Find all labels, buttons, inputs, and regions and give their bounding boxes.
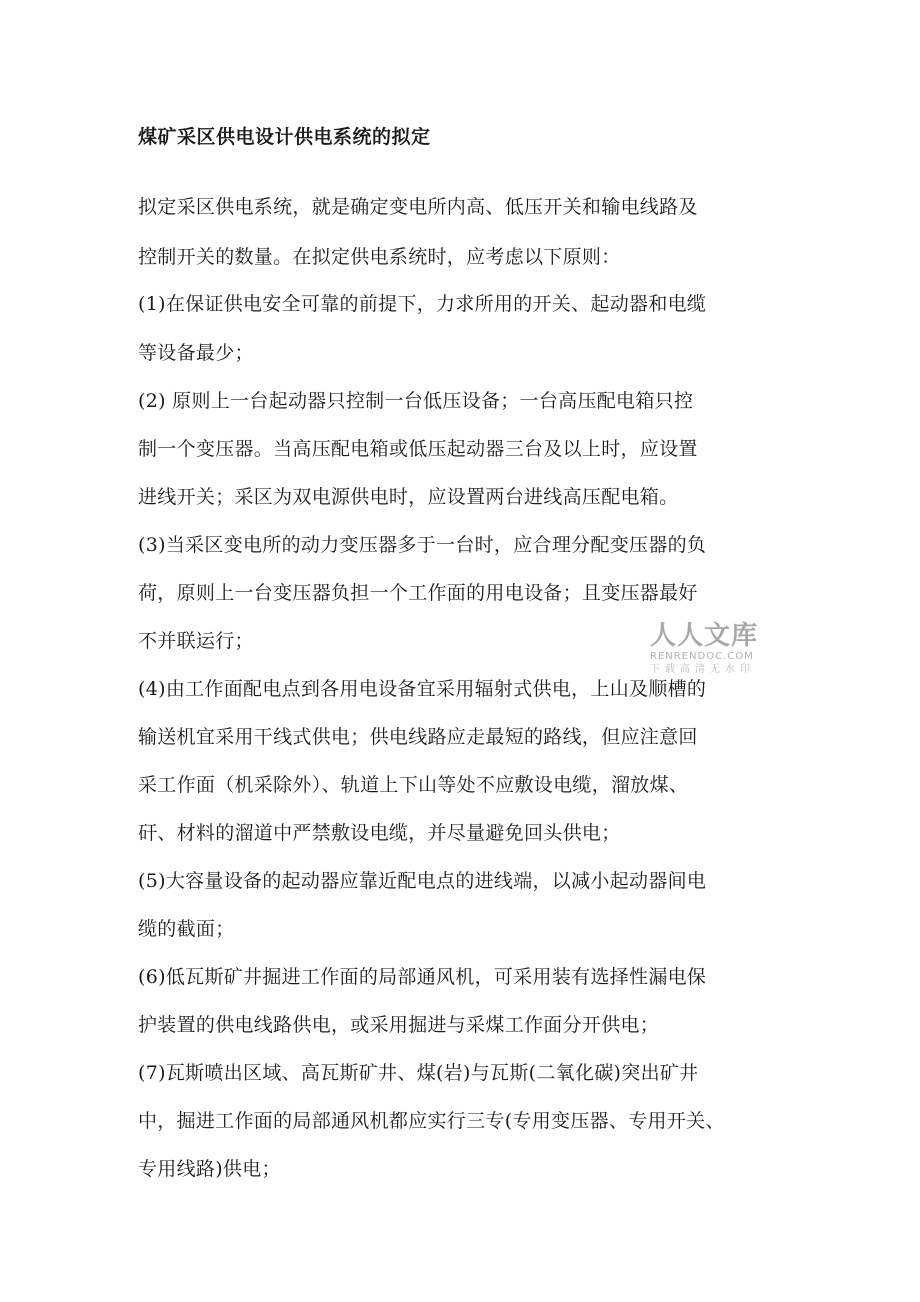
paragraph-line: 矸、材料的溜道中严禁敷设电缆，并尽量避免回头供电；	[138, 822, 621, 844]
paragraph-line: 不并联运行；	[138, 630, 254, 652]
paragraph-line: 缆的截面；	[138, 918, 235, 940]
paragraph-line: 专用线路)供电；	[138, 1158, 281, 1180]
paragraph-line: 中，掘进工作面的局部通风机都应实行三专(专用变压器、专用开关、	[138, 1110, 725, 1132]
paragraph-line: 等设备最少；	[138, 342, 254, 364]
paragraph-line: (5)大容量设备的起动器应靠近配电点的进线端，以减小起动器间电	[138, 870, 707, 892]
paragraph-line: (1)在保证供电安全可靠的前提下，力求所用的开关、起动器和电缆	[138, 293, 707, 315]
paragraph-line: 荷，原则上一台变压器负担一个工作面的用电设备；且变压器最好	[138, 582, 698, 604]
watermark-slogan: 下载高清无水印	[650, 664, 755, 675]
paragraph-line: 采工作面（机采除外）、轨道上下山等处不应敷设电缆，溜放煤、	[138, 774, 689, 796]
paragraph-line: (3)当采区变电所的动力变压器多于一台时，应合理分配变压器的负	[138, 534, 707, 556]
paragraph-line: 护装置的供电线路供电，或采用掘进与采煤工作面分开供电；	[138, 1014, 660, 1036]
paragraph-line: 制一个变压器。当高压配电箱或低压起动器三台及以上时，应设置	[138, 438, 698, 460]
paragraph-line: (4)由工作面配电点到各用电设备宜采用辐射式供电，上山及顺槽的	[138, 678, 707, 700]
paragraph-line: 进线开关；采区为双电源供电时，应设置两台进线高压配电箱。	[138, 486, 679, 508]
watermark-logo	[650, 622, 770, 676]
paragraph-line: (7)瓦斯喷出区域、高瓦斯矿井、煤(岩)与瓦斯(二氧化碳)突出矿井	[138, 1062, 699, 1084]
paragraph-line: (2) 原则上一台起动器只控制一台低压设备；一台高压配电箱只控	[138, 390, 694, 412]
paragraph-line: 控制开关的数量。在拟定供电系统时，应考虑以下原则：	[138, 246, 621, 268]
watermark-title: 人人文库	[650, 621, 759, 651]
paragraph-line: (6)低瓦斯矿井掘进工作面的局部通风机，可采用装有选择性漏电保	[138, 966, 707, 988]
document-title: 煤矿采区供电设计供电系统的拟定	[138, 126, 431, 148]
watermark-domain: RENRENDOC.COM	[650, 651, 754, 662]
paragraph-line: 拟定采区供电系统，就是确定变电所内高、低压开关和输电线路及	[138, 196, 698, 218]
paragraph-line: 输送机宜采用干线式供电；供电线路应走最短的路线，但应注意回	[138, 726, 698, 748]
